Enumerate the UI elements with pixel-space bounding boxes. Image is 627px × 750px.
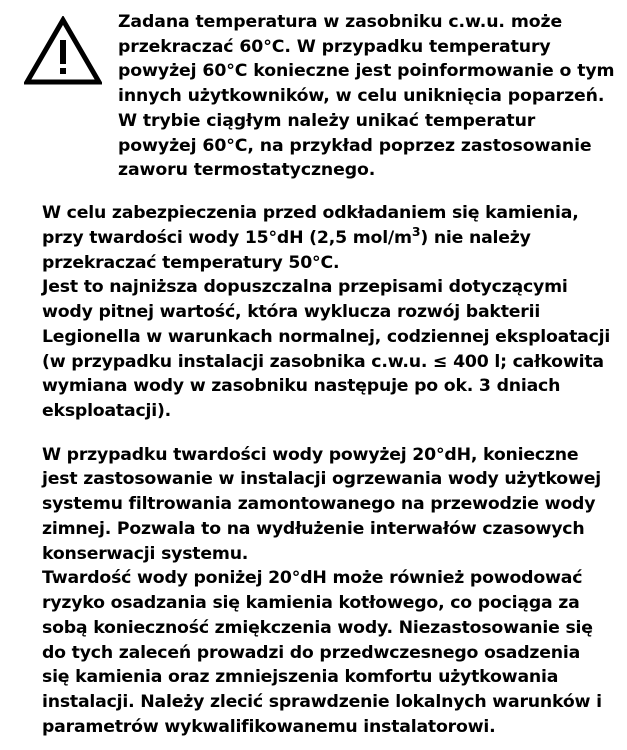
cubic-meter-exponent: 3: [411, 224, 421, 240]
paragraph-spacer-1: [8, 424, 619, 443]
warning-block: [8, 10, 619, 183]
paragraph-hardness-scale-text-before: W celu zabezpieczenia przed odkładaniem się kamienia, przy twardości wody 15°dH (2,5 mol/m: [42, 203, 579, 248]
paragraph-hardness-scale: [8, 201, 619, 275]
paragraph-legionella: Jest to najniższa dopuszczalna przepisami dotyczącymi wody pitnej wartość, która wyklucza rozwój bakterii Legionella w warunkach normalnej, codziennej eksploatacji (w przypadku instalacji zasobnika c.w.u. ≤ 400 l; całkowita wymiana wody w zasobniku następuje po ok. 3 dniach eksploatacji).: [42, 277, 611, 422]
paragraph-hardness-scale-text-after: ) nie należy przekraczać temperatury 50°C.: [42, 227, 531, 273]
paragraph-softening: Twardość wody poniżej 20°dH może również powodować ryzyko osadzania się kamienia kotłowego, co pociąga za sobą konieczność zmiękczenia wody. Niezastosowanie się do tych zaleceń prowadzi do przedwczesnego osadzenia się kamienia oraz zmniejszenia komfortu użytkowania instalacji. Należy zlecić sprawdzenie lokalnych warunków i parametrów wykwalifikowanemu instalatorowi.: [42, 568, 602, 737]
paragraph-filtration: W przypadku twardości wody powyżej 20°dH, konieczne jest zastosowanie w instalacji ogrzewania wody użytkowej systemu filtrowania zamontowanego na przewodzie wody zimnej. Pozwala to na wydłużenie interwałów czasowych konserwacji systemu.: [42, 444, 601, 564]
warning-triangle-exclamation-icon: [8, 10, 118, 86]
warning-text: Zadana temperatura w zasobniku c.w.u. może przekraczać 60°C. W przypadku temperatury powyżej 60°C konieczne jest poinformowanie o tym innych użytkowników, w celu uniknięcia poparzeń. W trybie ciągłym należy unikać temperatur powyżej 60°C, na przykład poprzez zastosowanie zaworu termostatycznego.: [118, 12, 615, 181]
